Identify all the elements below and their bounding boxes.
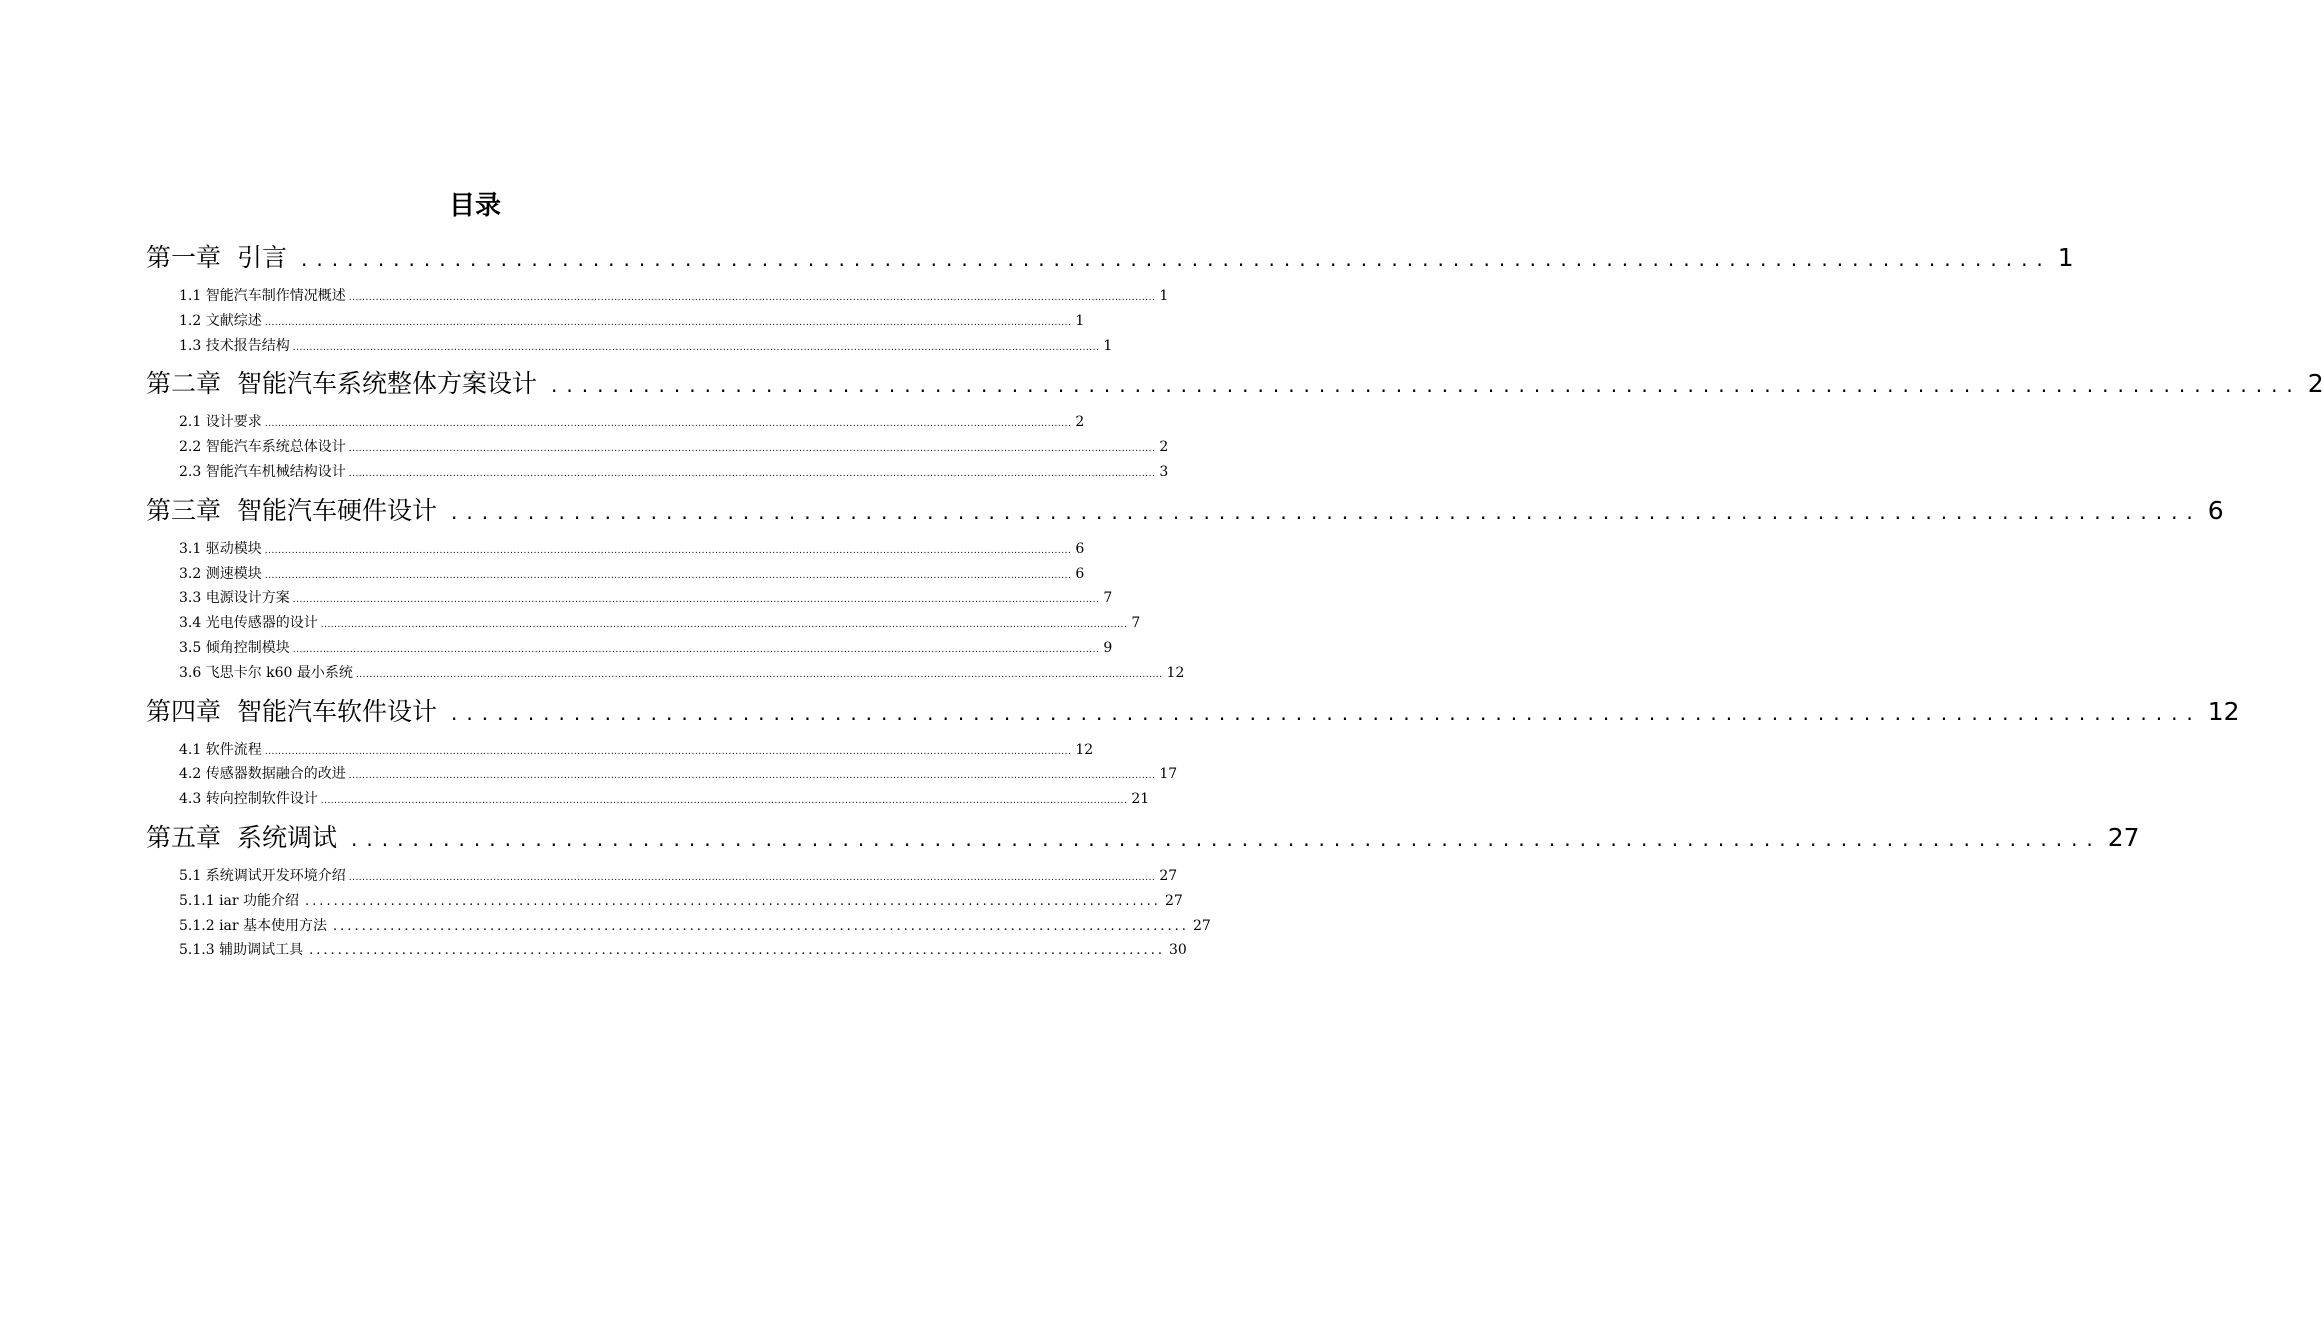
dot-leader: ................................................................................................................................................................................................................................................ [348,872,1156,883]
toc-section[interactable] [146,410,1085,435]
section-title: 3.5 倾角控制模块 [179,639,290,656]
toc-section[interactable] [146,661,1185,686]
chapter-title: 系统调试 [237,822,338,852]
section-page-number: 6 [1075,540,1085,557]
toc-section[interactable] [146,636,1113,661]
section-page-number: 27 [1164,892,1183,909]
toc-section[interactable] [146,738,1094,763]
section-title: 4.3 转向控制软件设计 [179,791,318,808]
section-page-number: 3 [1159,463,1169,480]
section-page-number: 9 [1103,639,1113,656]
section-page-number: 12 [1075,741,1094,758]
toc-section[interactable] [146,460,1169,485]
dot-leader: ........................................................................................................................ [305,893,1161,909]
chapter-page-number: 2 [2307,369,2324,399]
chapter-page-number: 6 [2207,495,2224,525]
section-page-number: 1 [1075,312,1085,329]
section-page-number: 1 [1159,288,1169,304]
toc-section[interactable] [146,787,1150,812]
chapter-heading [146,818,337,858]
chapter-page-number: 12 [2207,696,2240,726]
dot-leader: ........................................................................................................................ [309,943,1165,959]
section-title: 2.2 智能汽车系统总体设计 [179,439,346,456]
dot-leader: .................................................................................................................. [351,826,2102,851]
toc-section[interactable] [146,309,1085,334]
chapter-title: 智能汽车系统整体方案设计 [237,369,538,399]
toc-section[interactable] [146,435,1169,460]
section-title: 3.6 飞思卡尔 k60 最小系统 [179,664,353,681]
dot-leader: .................................................................................................................. [451,700,2202,725]
dot-leader: ................................................................................................................................................................................................................................................ [320,620,1128,631]
section-page-number: 12 [1166,664,1185,681]
section-page-number: 1 [1103,337,1113,354]
section-page-number: 2 [1075,414,1085,431]
toc-sections-1 [146,284,1169,358]
toc-section[interactable] [146,938,1187,963]
toc-section[interactable] [146,537,1085,562]
toc-sections-5 [146,864,1211,963]
section-title: 3.2 测速模块 [179,565,262,582]
toc-chapter-5[interactable] [146,818,2140,858]
toc-sections-4 [146,738,1178,812]
table-of-contents [146,236,2324,969]
section-title: 3.3 电源设计方案 [179,590,290,607]
chapter-number: 第五章 [146,822,222,852]
section-page-number: 7 [1103,590,1113,607]
section-title: 2.3 智能汽车机械结构设计 [179,463,346,480]
section-title: 1.3 技术报告结构 [179,337,290,354]
dot-leader: ................................................................................................................................................................................................................................................ [264,317,1072,328]
section-title: 3.1 驱动模块 [179,540,262,557]
section-title: 2.1 设计要求 [179,414,262,431]
dot-leader: ................................................................................................................................................................................................................................................ [264,746,1072,757]
toc-section[interactable] [146,889,1183,914]
chapter-page-number: 1 [2057,243,2074,272]
dot-leader: ................................................................................................................................................................................................................................................ [264,570,1072,581]
chapter-title: 智能汽车硬件设计 [237,495,438,525]
chapter-number: 第一章 [146,243,222,272]
toc-section[interactable] [146,914,1211,939]
section-title: 1.2 文献综述 [179,312,262,329]
section-title: 5.1.2 iar 基本使用方法 [179,917,328,934]
section-title: 1.1 智能汽车制作情况概述 [179,288,346,304]
chapter-number: 第二章 [146,369,222,399]
chapter-title: 智能汽车软件设计 [237,696,438,726]
chapter-heading [146,238,287,278]
section-title: 3.4 光电传感器的设计 [179,615,318,632]
toc-title: 目录 [448,191,501,221]
section-page-number: 27 [1192,917,1211,934]
dot-leader: ................................................................................................................................................................................................................................................ [292,342,1100,353]
section-page-number: 30 [1168,942,1187,959]
dot-leader: ................................................................................................................................................................................................................................................ [348,293,1156,303]
toc-section[interactable] [146,586,1113,611]
section-title: 4.2 传感器数据融合的改进 [179,766,346,783]
toc-chapter-2[interactable] [146,364,2324,404]
chapter-number: 第四章 [146,696,222,726]
section-page-number: 21 [1131,791,1150,808]
dot-leader: .................................................................................................................. [301,247,2052,271]
toc-chapter-1[interactable] [146,238,2074,278]
dot-leader: ................................................................................................................................................................................................................................................ [264,545,1072,556]
dot-leader: ................................................................................................................................................................................................................................................ [264,419,1072,430]
section-title: 5.1.3 辅助调试工具 [179,942,304,959]
section-page-number: 6 [1075,565,1085,582]
dot-leader: ................................................................................................................................................................................................................................................ [355,669,1163,680]
section-title: 4.1 软件流程 [179,741,262,758]
dot-leader: ................................................................................................................................................................................................................................................ [348,468,1156,479]
section-page-number: 2 [1159,439,1169,456]
chapter-page-number: 27 [2107,822,2140,852]
section-title: 5.1 系统调试开发环境介绍 [179,867,346,884]
chapter-title: 引言 [237,243,288,272]
toc-sections-2 [146,410,1169,484]
section-page-number: 7 [1131,615,1141,632]
toc-sections-3 [146,537,1185,686]
chapter-heading [146,491,437,531]
dot-leader: .................................................................................................................. [551,373,2302,398]
chapter-heading [146,692,437,732]
toc-section[interactable] [146,762,1178,787]
section-page-number: 17 [1159,766,1178,783]
toc-chapter-4[interactable] [146,692,2240,732]
dot-leader: ........................................................................................................................ [333,918,1189,934]
dot-leader: ................................................................................................................................................................................................................................................ [292,595,1100,606]
toc-section[interactable] [146,611,1141,636]
dot-leader: .................................................................................................................. [451,499,2202,524]
dot-leader: ................................................................................................................................................................................................................................................ [292,644,1100,655]
section-page-number: 27 [1159,867,1178,884]
dot-leader: ................................................................................................................................................................................................................................................ [348,771,1156,782]
toc-section[interactable] [146,334,1113,359]
toc-chapter-3[interactable] [146,491,2224,531]
toc-section[interactable] [146,284,1169,309]
toc-section[interactable] [146,562,1085,587]
chapter-number: 第三章 [146,495,222,525]
dot-leader: ................................................................................................................................................................................................................................................ [348,444,1156,455]
toc-section[interactable] [146,864,1178,889]
chapter-heading [146,364,537,404]
section-title: 5.1.1 iar 功能介绍 [179,892,300,909]
dot-leader: ................................................................................................................................................................................................................................................ [320,796,1128,807]
